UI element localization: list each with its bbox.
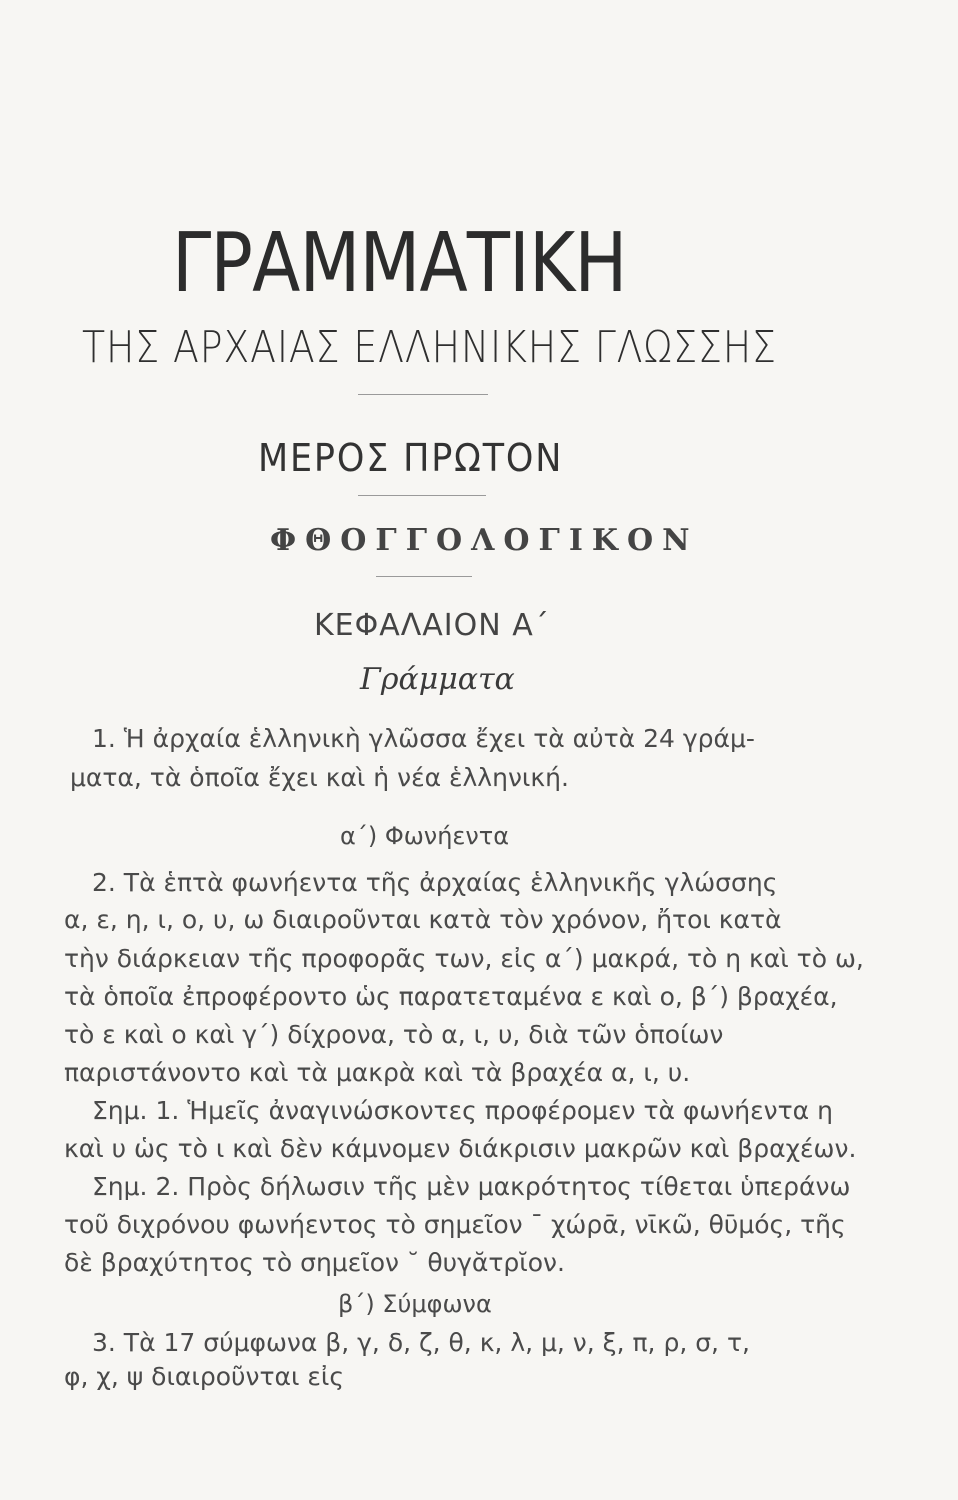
note-line: τοῦ διχρόνου φωνήεντος τὸ σημεῖον ¯ χώρᾱ, νῑκῶ, θῡμός, τῆς [64,1210,846,1239]
section-heading: ΦΘΟΓΓΟΛΟΓΙΚΟΝ [270,523,699,558]
body-line: ματα, τὰ ὁποῖα ἔχει καὶ ἡ νέα ἑλληνική. [70,763,569,792]
note-line: Σημ. 1. Ἡμεῖς ἀναγινώσκοντες προφέρομεν τὰ φωνήεντα η [92,1096,833,1125]
chapter-heading: ΚΕΦΑΛΑΙΟΝ Α΄ [314,608,550,643]
divider [358,394,488,395]
page-subtitle: ΤΗΣ ΑΡΧΑΙΑΣ ΕΛΛΗΝΙΚΗΣ ΓΛΩΣΣΗΣ [82,322,777,373]
divider [358,495,486,496]
chapter-subtitle: Γράμματα [360,662,515,697]
divider [376,576,472,577]
body-line: 3. Τὰ 17 σύμφωνα β, γ, δ, ζ, θ, κ, λ, μ, ν, ξ, π, ρ, σ, τ, [92,1328,750,1357]
page-title: ΓΡΑΜΜΑΤΙΚΗ [172,216,627,311]
subsection-heading: α΄) Φωνήεντα [340,822,510,850]
body-line: α, ε, η, ι, ο, υ, ω διαιροῦνται κατὰ τὸν χρόνον, ἤτοι κατὰ [64,905,782,934]
note-line: δὲ βραχύτητος τὸ σημεῖον ˘ θυγᾰτρῐον. [64,1248,565,1277]
body-line: παριστάνοντο καὶ τὰ μακρὰ καὶ τὰ βραχέα α, ι, υ. [64,1058,691,1087]
body-line: τὰ ὁποῖα ἐπροφέροντο ὡς παρατεταμένα ε καὶ ο, β΄) βραχέα, [64,982,838,1011]
body-line: 2. Τὰ ἑπτὰ φωνήεντα τῆς ἀρχαίας ἑλληνικῆς γλώσσης [92,868,778,897]
subsection-heading: β΄) Σύμφωνα [338,1290,492,1318]
part-heading: ΜΕΡΟΣ ΠΡΩΤΟΝ [258,436,564,480]
body-line: 1. Ἡ ἀρχαία ἑλληνικὴ γλῶσσα ἔχει τὰ αὐτὰ 24 γράμ- [92,724,755,753]
body-line: φ, χ, ψ διαιροῦνται εἰς [64,1362,345,1391]
note-line: καὶ υ ὡς τὸ ι καὶ δὲν κάμνομεν διάκρισιν μακρῶν καὶ βραχέων. [64,1134,857,1163]
body-line: τὸ ε καὶ ο καὶ γ΄) δίχρονα, τὸ α, ι, υ, διὰ τῶν ὁποίων [64,1020,724,1049]
body-line: τὴν διάρκειαν τῆς προφορᾶς των, εἰς α΄) μακρά, τὸ η καὶ τὸ ω, [64,944,864,973]
note-line: Σημ. 2. Πρὸς δήλωσιν τῆς μὲν μακρότητος τίθεται ὑπεράνω [92,1172,851,1201]
